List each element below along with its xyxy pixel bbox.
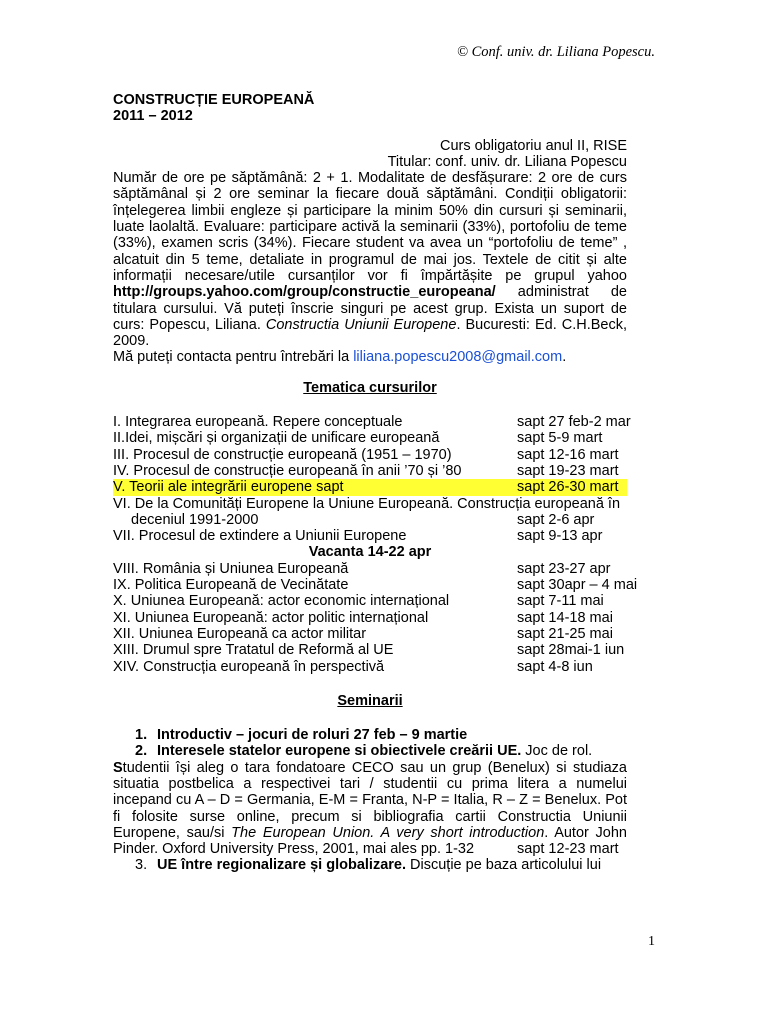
- course-label: V. Teorii ale integrării europene sapt: [113, 479, 344, 496]
- description-text-3: . Bucuresti: Ed. C.H.Beck, 2009.: [113, 316, 627, 350]
- course-item: [113, 496, 627, 529]
- page-number: 1: [648, 934, 655, 949]
- course-date: sapt 9-13 apr: [517, 528, 603, 545]
- course-description: [113, 170, 627, 366]
- course-item-highlighted: [113, 479, 627, 495]
- seminar-title-tail: Discuție pe baza articolului lui: [406, 857, 602, 874]
- course-item: [113, 626, 627, 642]
- email-link[interactable]: liliana.popescu2008@gmail.com: [353, 349, 563, 366]
- seminar-title: Interesele statelor europene si obiectivele creării UE.: [157, 743, 522, 760]
- seminar-title: Introductiv – jocuri de roluri 27 feb – 9 martie: [157, 727, 468, 744]
- description-text-2: administrat de titulara cursului. Vă puteți înscrie singuri pe acest grup. Exista un suport de curs: Popescu, Liliana.: [113, 284, 627, 333]
- course-label: VI. De la Comunități Europene la Uniune Europeană. Construcția europeană în: [113, 495, 621, 512]
- course-label: XIII. Drumul spre Tratatul de Reformă al UE: [113, 642, 394, 659]
- seminar-item: [113, 857, 627, 873]
- seminar-list: [113, 727, 627, 874]
- contact-text: Mă puteți contacta pentru întrebări la: [113, 349, 354, 366]
- course-list: [113, 414, 638, 675]
- vacation-note: Vacanta 14-22 apr: [308, 544, 432, 561]
- academic-years: 2011 – 2012: [113, 108, 193, 125]
- course-item: [113, 659, 627, 675]
- course-label: I. Integrarea europeană. Repere conceptuale: [113, 414, 403, 431]
- course-date: sapt 27 feb-2 mar: [517, 414, 631, 431]
- course-item: [113, 463, 627, 479]
- course-date: sapt 26-30 mart: [517, 479, 619, 496]
- course-date: sapt 12-16 mart: [517, 446, 619, 463]
- seminars-heading: Seminarii: [337, 692, 403, 709]
- course-date: sapt 14-18 mai: [517, 609, 613, 626]
- seminar-initial: S: [113, 759, 123, 776]
- course-date: sapt 28mai-1 iun: [517, 642, 625, 659]
- seminar-number: 2.: [135, 743, 148, 760]
- course-titular: Titular: conf. univ. dr. Liliana Popescu: [387, 153, 627, 170]
- courses-heading: Tematica cursurilor: [303, 379, 437, 396]
- seminar-title: UE între regionalizare și globalizare.: [157, 857, 406, 874]
- course-label-cont: deceniul 1991-2000: [131, 511, 259, 528]
- course-date: sapt 23-27 apr: [517, 560, 611, 577]
- course-date: sapt 7-11 mai: [517, 593, 604, 610]
- course-label: XI. Uniunea Europeană: actor politic internațional: [113, 609, 429, 626]
- yahoo-group-link[interactable]: http://groups.yahoo.com/group/constructie_europeana/: [113, 284, 496, 301]
- course-label: VII. Procesul de extindere a Uniunii Europene: [113, 528, 407, 545]
- course-date: sapt 2-6 apr: [517, 511, 595, 528]
- seminar-number: 3.: [135, 857, 148, 874]
- course-date: sapt 4-8 iun: [517, 658, 593, 675]
- contact-end: .: [562, 349, 567, 366]
- seminar-title-tail: Joc de rol.: [521, 743, 593, 760]
- course-label: II.Idei, mișcări și organizații de unificare europeană: [113, 430, 440, 447]
- course-item: [113, 642, 627, 658]
- seminar-number: 1.: [135, 727, 148, 744]
- seminar-item: [113, 743, 627, 857]
- course-label: IX. Politica Europeană de Vecinătate: [113, 577, 349, 594]
- course-date: sapt 30apr – 4 mai: [517, 577, 638, 594]
- course-label: XIV. Construcția europeană în perspectivă: [113, 658, 385, 675]
- course-date: sapt 19-23 mart: [517, 462, 619, 479]
- course-book-title: Constructia Uniunii Europene: [265, 316, 457, 333]
- course-label: VIII. România și Uniunea Europeană: [113, 560, 349, 577]
- course-label: III. Procesul de construcție europeană (1951 – 1970): [113, 446, 452, 463]
- course-date: sapt 21-25 mai: [517, 625, 613, 642]
- document-content: [113, 92, 638, 874]
- course-date: sapt 5-9 mart: [517, 430, 603, 447]
- course-item: [113, 414, 631, 431]
- course-label: IV. Procesul de construcție europeană în anii ’70 și ’80: [113, 462, 462, 479]
- seminar-body: tudentii își aleg o tara fondatoare CECO sau un grup (Benelux) si studiaza situatia postbelica a respectivei tari / studentii cu prima litera a numelui incepand cu A – D = Germania, E-M = Franta, N-P = Italia, R – Z = Benelux. Pot fi folosite surse online, precum si bibliografia cartii Constructia Uniunii Europene, sau/si: [113, 759, 627, 841]
- copyright-notice: © Conf. univ. dr. Liliana Popescu.: [456, 44, 655, 60]
- seminar-date: sapt 12-23 mart: [517, 841, 619, 858]
- seminar-item: [113, 727, 627, 743]
- course-label: X. Uniunea Europeană: actor economic internațional: [113, 593, 450, 610]
- course-item: [113, 430, 627, 446]
- course-item: [113, 561, 627, 577]
- seminar-book-title: The European Union. A very short introduction: [231, 824, 545, 841]
- course-item: [113, 610, 627, 626]
- description-text: Număr de ore pe săptămână: 2 + 1. Modalitate de desfășurare: 2 ore de curs săptămânal și 2 ore seminar la fiecare două săptămâni. Condiții obligatorii: înțelegerea limbii engleze și participare la minim 50% din cursuri și seminarii, luate laolaltă. Evaluare: participare activă la seminarii (33%), portofoliu de teme (33%), examen scris (34%). Fiecare student va avea un “portofoliu de teme” , alcatuit din 5 teme, detaliate in programul de mai jos. Textele de citit și alte informații necesare/utile cursanților vor fi împărtășite pe grupul yahoo: [113, 170, 627, 284]
- course-item: [113, 528, 627, 544]
- course-type: Curs obligatoriu anul II, RISE: [440, 137, 627, 154]
- seminar-body-2: . Autor John Pinder. Oxford University Press, 2001, mai ales pp. 1-32: [113, 824, 627, 858]
- course-item: [113, 577, 638, 594]
- course-label: XII. Uniunea Europeană ca actor militar: [113, 625, 367, 642]
- document-title: CONSTRUCȚIE EUROPEANĂ: [113, 92, 315, 108]
- course-item: [113, 593, 627, 609]
- course-item: [113, 447, 627, 463]
